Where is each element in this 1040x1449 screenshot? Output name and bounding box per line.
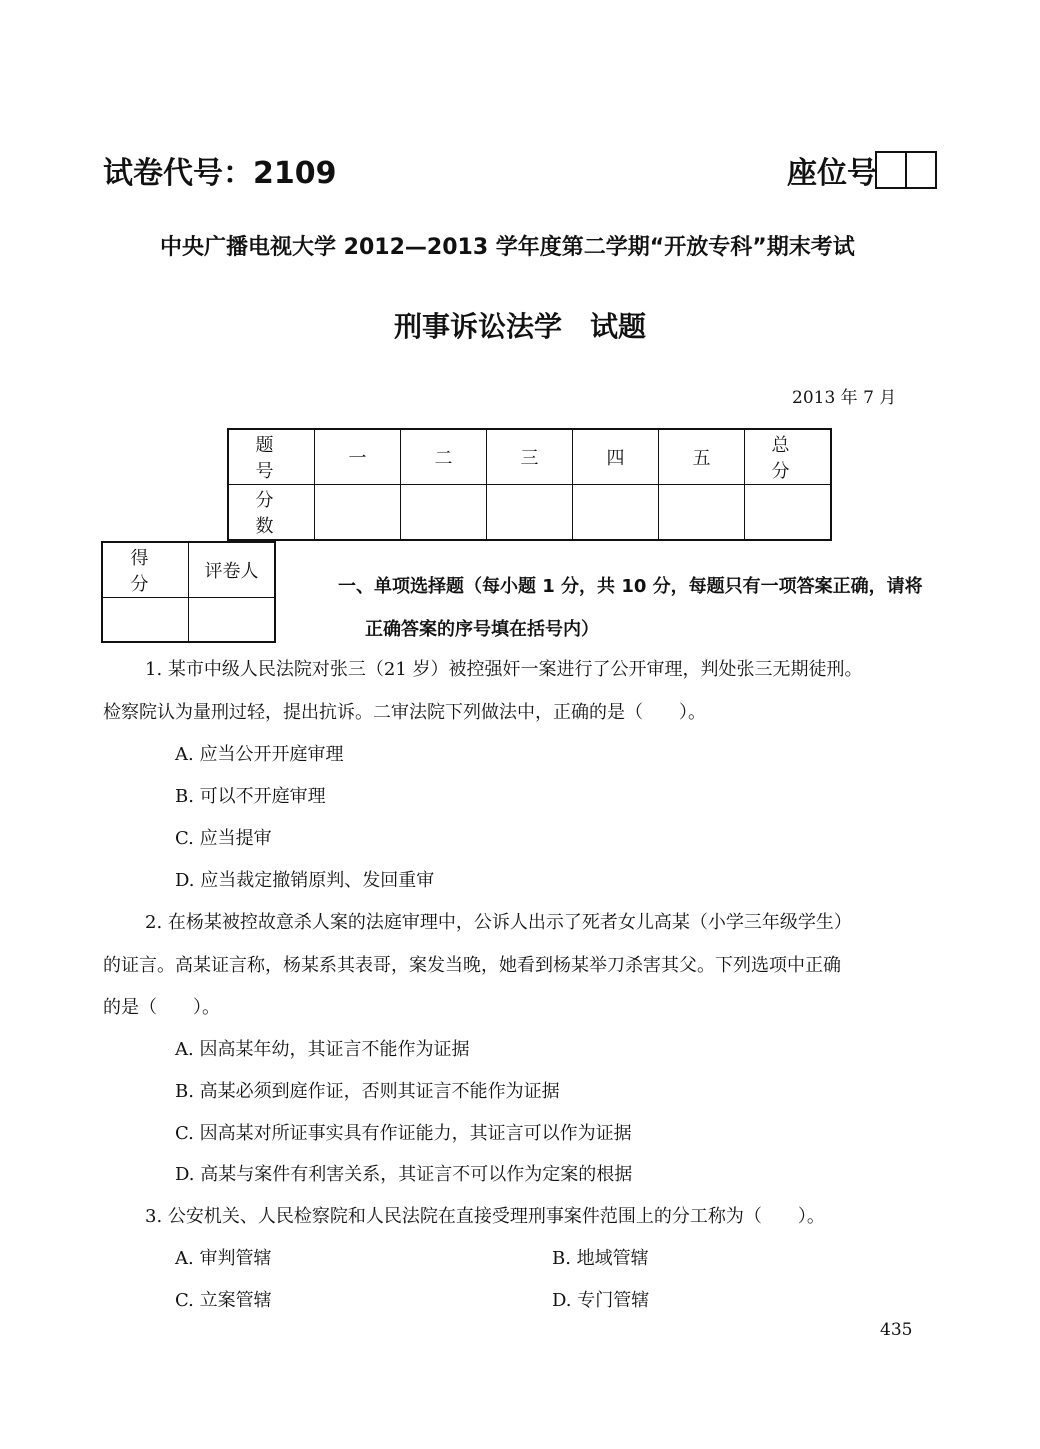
- question-1-option-d: D. 应当裁定撤销原判、发回重审: [175, 870, 435, 891]
- section-title-continued: 正确答案的序号填在括号内）: [365, 619, 599, 640]
- question-1-line-1: 1. 某市中级人民法院对张三（21 岁）被控强奸一案进行了公开审理，判处张三无期徒刑。: [145, 659, 863, 680]
- question-2-line-3: 的是（ ）。: [103, 997, 220, 1018]
- page-number: 435: [880, 1320, 913, 1340]
- question-1-option-c: C. 应当提审: [175, 828, 272, 849]
- score-cell: 分 数: [228, 485, 315, 541]
- score-input-cell[interactable]: [659, 485, 745, 541]
- score-cell: 五: [659, 429, 745, 485]
- question-2-line-2: 的证言。高某证言称，杨某系其表哥，案发当晚，她看到杨某举刀杀害其父。下列选项中正确: [103, 955, 841, 976]
- score-table-header-row: [228, 429, 831, 485]
- seat-box[interactable]: [875, 151, 907, 189]
- seat-box[interactable]: [905, 151, 937, 189]
- question-2-option-c: C. 因高某对所证事实具有作证能力，其证言可以作为证据: [175, 1123, 632, 1144]
- paper-code: 试卷代号：2109: [103, 156, 337, 191]
- question-3-option-a: A. 审判管辖: [175, 1248, 272, 1269]
- seat-label: 座位号: [787, 156, 877, 191]
- question-3-option-c: C. 立案管辖: [175, 1290, 272, 1311]
- question-2-line-1: 2. 在杨某被控故意杀人案的法庭审理中，公诉人出示了死者女儿高某（小学三年级学生）: [145, 912, 852, 933]
- score-input-cell[interactable]: [573, 485, 659, 541]
- question-3-option-b: B. 地域管辖: [552, 1248, 649, 1269]
- score-table: [227, 428, 836, 541]
- question-1-line-2: 检察院认为量刑过轻，提出抗诉。二审法院下列做法中，正确的是（ ）。: [103, 702, 706, 723]
- question-2-option-b: B. 高某必须到庭作证，否则其证言不能作为证据: [175, 1081, 560, 1102]
- grader-score-cell[interactable]: [102, 598, 189, 643]
- question-2-option-d: D. 高某与案件有利害关系，其证言不可以作为定案的根据: [175, 1164, 633, 1185]
- question-1-option-b: B. 可以不开庭审理: [175, 786, 326, 807]
- exam-date: 2013 年 7 月: [792, 388, 897, 408]
- score-cell: 二: [401, 429, 487, 485]
- score-table-value-row: [228, 485, 831, 541]
- question-3-option-d: D. 专门管辖: [552, 1290, 650, 1311]
- score-input-cell[interactable]: [487, 485, 573, 541]
- score-cell: 一: [315, 429, 401, 485]
- grader-label: 评卷人: [189, 542, 276, 598]
- section-title: 一、单项选择题（每小题 1 分，共 10 分，每题只有一项答案正确，请将: [338, 576, 923, 597]
- score-cell: 四: [573, 429, 659, 485]
- score-input-cell[interactable]: [315, 485, 401, 541]
- paper-title: 刑事诉讼法学 试题: [393, 310, 646, 343]
- grader-table: [101, 541, 276, 643]
- grader-header-row: [102, 542, 275, 598]
- score-cell: 总 分: [745, 429, 832, 485]
- question-1-option-a: A. 应当公开开庭审理: [175, 744, 344, 765]
- score-cell: 题 号: [228, 429, 315, 485]
- grader-name-cell[interactable]: [189, 598, 276, 643]
- seat-number: [787, 148, 937, 192]
- score-input-cell[interactable]: [745, 485, 832, 541]
- score-cell: 三: [487, 429, 573, 485]
- exam-title: 中央广播电视大学 2012—2013 学年度第二学期“开放专科”期末考试: [160, 235, 855, 260]
- question-3-line-1: 3. 公安机关、人民检察院和人民法院在直接受理刑事案件范围上的分工称为（ ）。: [145, 1206, 825, 1227]
- grader-value-row: [102, 598, 275, 643]
- score-input-cell[interactable]: [401, 485, 487, 541]
- grader-score-label: 得 分: [102, 542, 189, 598]
- question-2-option-a: A. 因高某年幼，其证言不能作为证据: [175, 1039, 470, 1060]
